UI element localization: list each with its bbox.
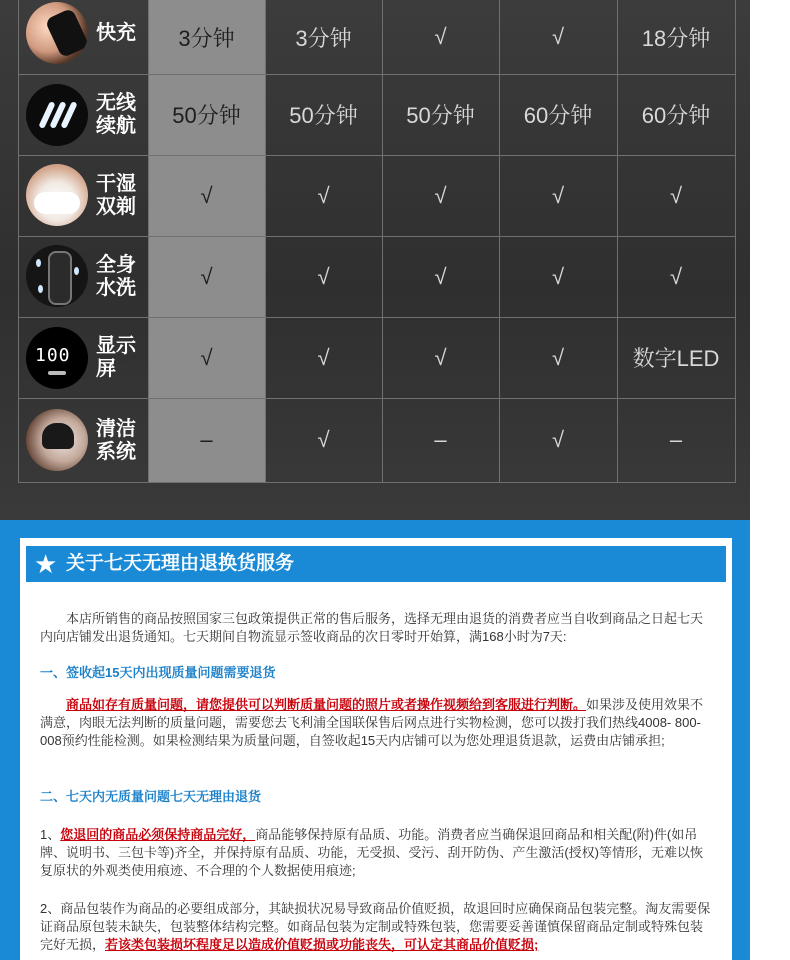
table-cell: 50分钟 bbox=[172, 103, 241, 128]
feature-cell bbox=[18, 74, 148, 155]
feature-cell bbox=[18, 317, 148, 398]
table-cell: √ bbox=[317, 427, 330, 452]
table-cell: √ bbox=[434, 263, 447, 289]
table-cell: √ bbox=[200, 263, 213, 289]
section-heading: 二、七天内无质量问题七天无理由退货 bbox=[40, 789, 262, 804]
table-cell: √ bbox=[551, 263, 565, 289]
table-cell: √ bbox=[317, 344, 330, 370]
table-cell: √ bbox=[434, 24, 447, 49]
feature-cell bbox=[18, 236, 148, 317]
table-cell: √ bbox=[317, 182, 330, 208]
table-cell: – bbox=[200, 427, 213, 452]
paragraph-text: 商品能够保持原有品质、功能。消费者应当确保退回商品和相关配(附)件(如吊牌、说明书、三包卡等)齐全，并保持原有品质、功能，无受损、受污、刮开防伪、产生激活(授权)等情形，无难以恢复原状的外观类使用痕迹、不合理的个人数据使用痕迹; bbox=[40, 827, 703, 878]
table-cell: √ bbox=[551, 182, 565, 208]
table-row bbox=[18, 236, 736, 317]
table-row bbox=[18, 317, 736, 398]
star-icon: ★ bbox=[34, 549, 58, 579]
feature-label: 快充 bbox=[96, 22, 136, 44]
table-cell: 数字LED bbox=[632, 346, 720, 371]
table-cell: 3分钟 bbox=[178, 25, 235, 51]
table-cell: – bbox=[434, 427, 447, 452]
table-cell: – bbox=[669, 427, 683, 452]
quality-issue-paragraph bbox=[40, 696, 712, 750]
table-row bbox=[18, 155, 736, 236]
battery-icon bbox=[26, 84, 88, 146]
table-cell: 60分钟 bbox=[523, 103, 593, 128]
feature-cell bbox=[18, 0, 148, 74]
feature-label: 全身水洗 bbox=[96, 254, 136, 299]
table-cell: √ bbox=[669, 182, 683, 208]
condition-item bbox=[40, 826, 712, 880]
paragraph-text: 如果涉及使用效果不满意，肉眼无法判断的质量问题，需要您去飞利浦全国联保售后网点进行实物检测，您可以拨打我们热线4008- 800- 008预约性能检测。如果检测结果为质量问题，自签收起15天内店铺可以为您处理退货退款，运费由店铺承担; bbox=[40, 697, 704, 748]
table-cell: √ bbox=[551, 427, 565, 452]
feature-label: 清洁系统 bbox=[96, 418, 136, 463]
display-icon: 100 bbox=[26, 327, 88, 389]
feature-label: 无线续航 bbox=[96, 92, 136, 137]
paragraph-text: 2、商品包装作为商品的必要组成部分，其缺损状况易导致商品价值贬损，故退回时应确保商品包装完整。淘友需要保证商品原包装未缺失，包装整体结构完整。如商品包装为定制或特殊包装，您需要妥善谨慎保留商品定制或特殊包装完好无损， bbox=[40, 901, 711, 952]
table-cell: √ bbox=[434, 182, 447, 208]
highlight-text: 您退回的商品必须保持商品完好， bbox=[60, 827, 256, 842]
table-cell: 50分钟 bbox=[289, 103, 358, 128]
highlight-text: 商品如存有质量问题，请您提供可以判断质量问题的照片或者操作视频给到客服进行判断。 bbox=[66, 697, 587, 712]
table-row bbox=[18, 398, 736, 482]
table-row bbox=[18, 0, 736, 74]
table-row bbox=[18, 74, 736, 155]
table-cell: 60分钟 bbox=[641, 103, 711, 128]
section-heading: 一、签收起15天内出现质量问题需要退货 bbox=[40, 665, 276, 680]
table-cell: 3分钟 bbox=[295, 25, 352, 51]
cleaning-system-icon bbox=[26, 409, 88, 471]
table-cell: 18分钟 bbox=[641, 25, 711, 51]
return-policy-content bbox=[20, 538, 732, 960]
washable-icon bbox=[26, 245, 88, 307]
feature-cell bbox=[18, 155, 148, 236]
intro-paragraph: 本店所销售的商品按照国家三包政策提供正常的售后服务，选择无理由退货的消费者应当自收到商品之日起七天内向店铺发出退货通知。七天期间自物流显示签收商品的次日零时开始算，满168小时为7天: bbox=[40, 611, 704, 644]
fast-charge-icon bbox=[26, 2, 88, 64]
table-cell: √ bbox=[551, 344, 565, 370]
table-cell: √ bbox=[551, 24, 565, 49]
condition-item bbox=[40, 900, 712, 954]
row-divider bbox=[18, 482, 736, 483]
table-cell: √ bbox=[317, 263, 330, 289]
table-cell: √ bbox=[669, 263, 683, 289]
item-number: 1、 bbox=[40, 827, 61, 842]
section-title: 关于七天无理由退换货服务 bbox=[66, 553, 295, 574]
table-cell: √ bbox=[200, 182, 213, 208]
feature-cell bbox=[18, 398, 148, 482]
return-policy-panel bbox=[0, 520, 750, 960]
highlight-text: 若该类包装损坏程度足以造成价值贬损或功能丧失，可认定其商品价值贬损; bbox=[105, 937, 539, 952]
feature-label: 显示屏 bbox=[96, 335, 136, 380]
section-header bbox=[26, 546, 726, 582]
table-cell: √ bbox=[434, 344, 447, 370]
comparison-grid bbox=[18, 0, 736, 483]
feature-label: 干湿双剃 bbox=[96, 173, 136, 218]
table-cell: 50分钟 bbox=[406, 103, 475, 128]
wet-dry-shave-icon bbox=[26, 164, 88, 226]
table-cell: √ bbox=[200, 344, 213, 370]
